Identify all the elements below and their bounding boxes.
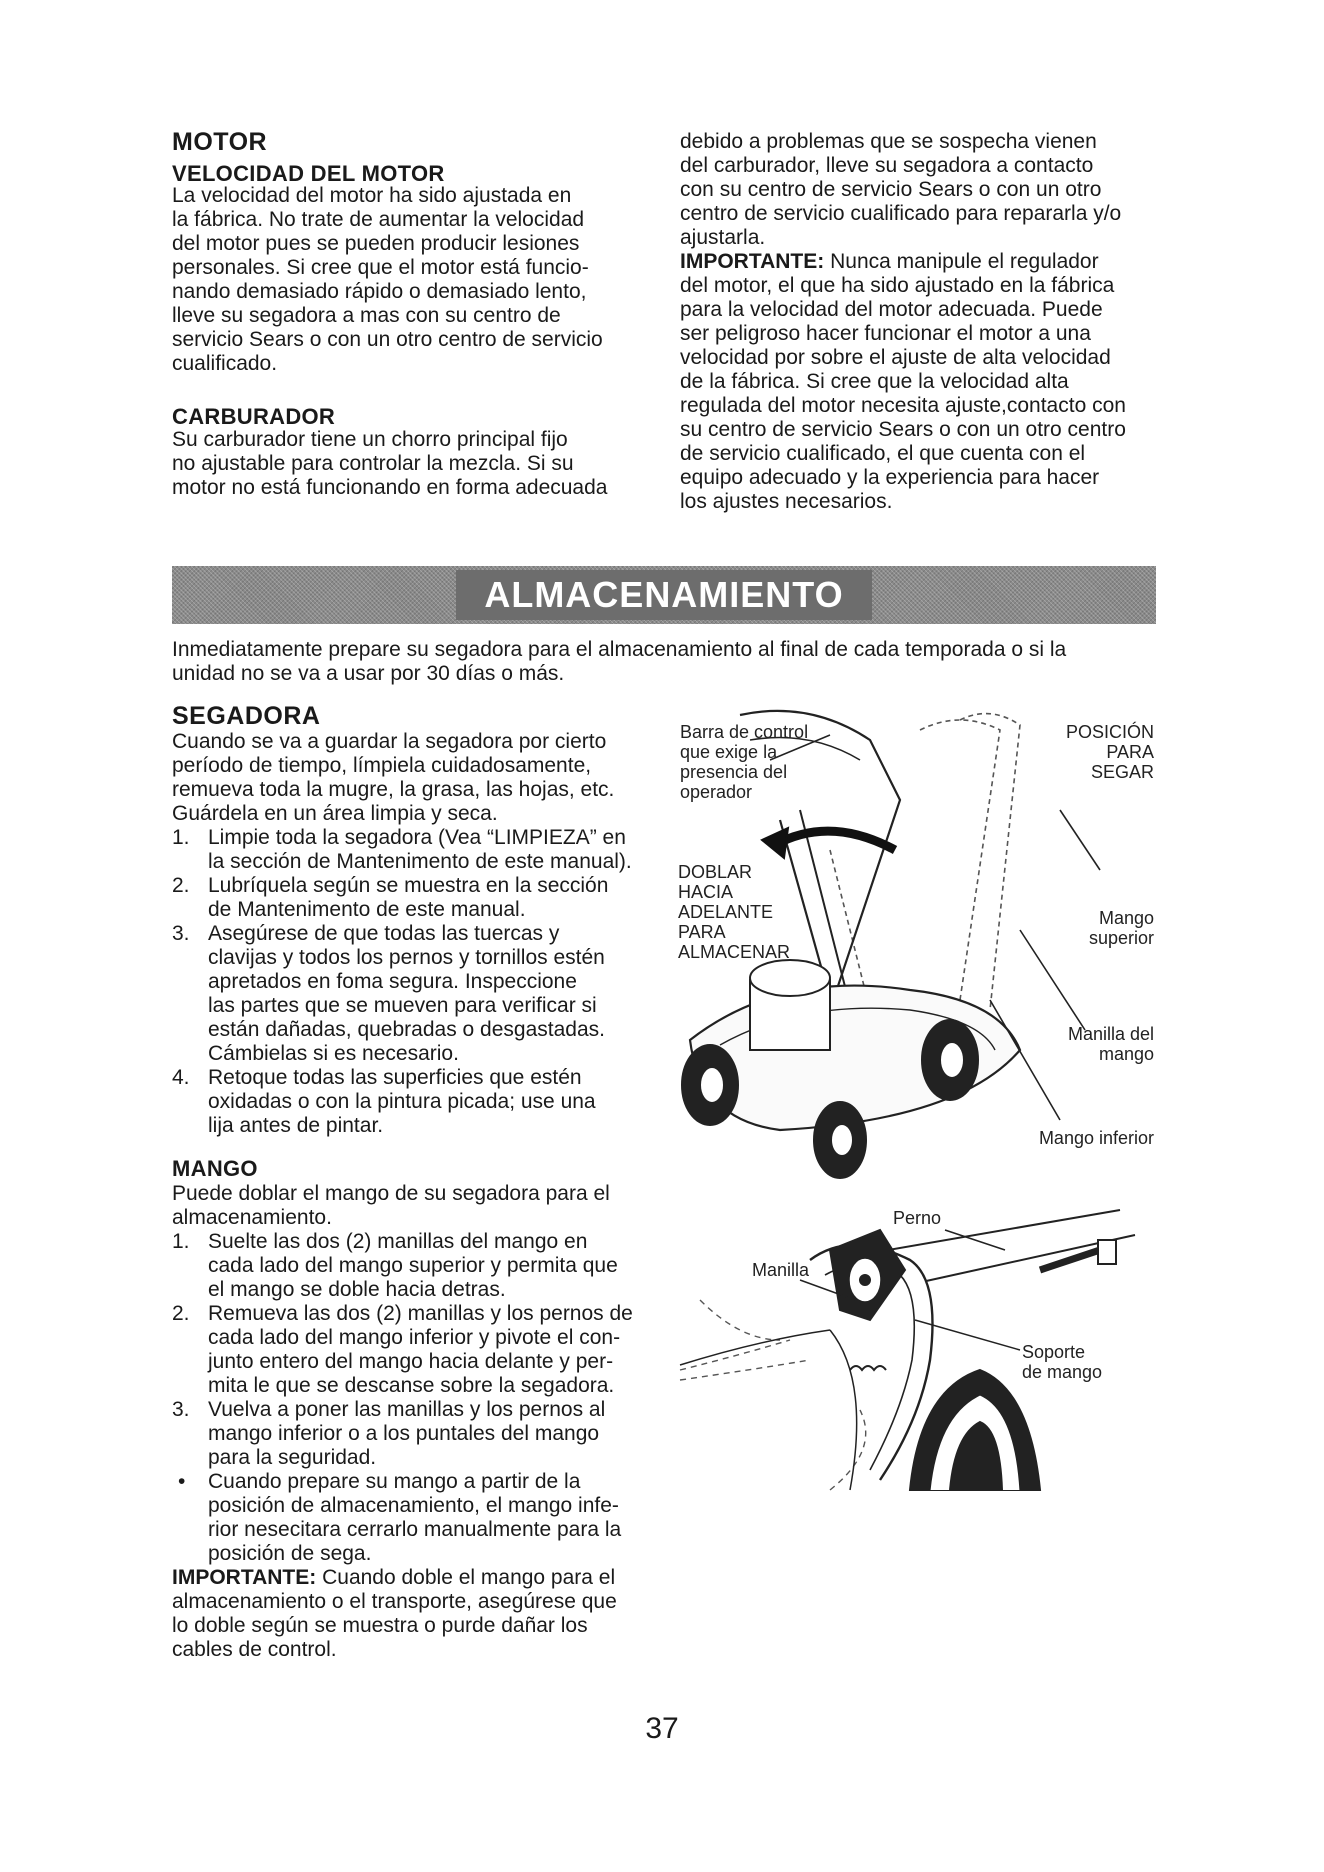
mango-section bbox=[172, 1182, 652, 1662]
step-text: Suelte las dos (2) manillas del mango en bbox=[208, 1230, 588, 1253]
step-text: Vuelva a poner las manillas y los pernos al bbox=[208, 1398, 606, 1421]
carburador-heading: CARBURADOR bbox=[172, 404, 336, 429]
importante-line: ser peligroso hacer funcionar el motor a una bbox=[680, 322, 1091, 345]
importante-label: IMPORTANTE: bbox=[680, 250, 825, 273]
step-number: 3. bbox=[172, 922, 190, 945]
step-text: cada lado del mango inferior y pivote el con- bbox=[208, 1326, 621, 1349]
segadora-step bbox=[172, 922, 652, 1066]
step-text: Remueva las dos (2) manillas y los pernos de bbox=[208, 1302, 633, 1325]
carburador-line: Su carburador tiene un chorro principal fijo bbox=[172, 428, 568, 451]
segadora-step bbox=[172, 1066, 652, 1138]
velocidad-line: nando demasiado rápido o demasiado lento, bbox=[172, 280, 587, 303]
label-manilla: Manilla bbox=[752, 1260, 810, 1280]
importante-line: su centro de servicio Sears o con un otro centro bbox=[680, 418, 1126, 441]
importante-line: cables de control. bbox=[172, 1638, 337, 1661]
velocidad-line: servicio Sears o con un otro centro de servicio bbox=[172, 328, 603, 351]
step-text: Lubríquela según se muestra en la sección bbox=[208, 874, 609, 897]
intro-line: Inmediatamente prepare su segadora para el almacenamiento al final de cada temporada o si la bbox=[172, 638, 1067, 661]
mango-intro-line: almacenamiento. bbox=[172, 1206, 332, 1229]
velocidad-line: personales. Si cree que el motor está funcio- bbox=[172, 256, 589, 279]
step-text: clavijas y todos los pernos y tornillos estén bbox=[208, 946, 605, 969]
segadora-steps bbox=[172, 826, 652, 1138]
label-line: Barra de control bbox=[680, 722, 809, 742]
carburador-line: no ajustable para controlar la mezcla. Si su bbox=[172, 452, 574, 475]
importante-line: almacenamiento o el transporte, asegúrese que bbox=[172, 1590, 617, 1613]
step-text: Limpie toda la segadora (Vea “LIMPIEZA” en bbox=[208, 826, 626, 849]
carburador-cont-line: debido a problemas que se sospecha vienen bbox=[680, 130, 1097, 153]
mango-heading: MANGO bbox=[172, 1156, 258, 1181]
label-line: SEGAR bbox=[1090, 762, 1154, 782]
step-number: 3. bbox=[172, 1398, 190, 1421]
segadora-section bbox=[172, 730, 652, 1138]
step-text: oxidadas o con la pintura picada; use una bbox=[208, 1090, 596, 1113]
label-mango-superior bbox=[1040, 908, 1154, 948]
intro-line: unidad no se va a usar por 30 días o más. bbox=[172, 662, 565, 685]
page-number: 37 bbox=[645, 1712, 679, 1745]
label-line: PARA bbox=[678, 922, 726, 942]
velocidad-heading: VELOCIDAD DEL MOTOR bbox=[172, 161, 445, 186]
segadora-heading: SEGADORA bbox=[172, 702, 321, 730]
label-line: de mango bbox=[1022, 1362, 1103, 1382]
mango-intro-line: Puede doblar el mango de su segadora para el bbox=[172, 1182, 610, 1205]
segadora-step bbox=[172, 826, 652, 874]
importante-line: los ajustes necesarios. bbox=[680, 490, 893, 513]
label-line: Manilla del bbox=[1067, 1024, 1154, 1044]
step-text: Cámbielas si es necesario. bbox=[208, 1042, 459, 1065]
label-line: que exige la bbox=[680, 742, 778, 762]
importante-line: lo doble según se muestra o purde dañar los bbox=[172, 1614, 588, 1637]
carburador-cont-line: con su centro de servicio Sears o con un otro bbox=[680, 178, 1102, 201]
step-text: apretados en foma segura. Inspeccione bbox=[208, 970, 577, 993]
mango-steps bbox=[172, 1230, 652, 1470]
step-text: lija antes de pintar. bbox=[208, 1114, 384, 1137]
step-text: cada lado del mango superior y permita que bbox=[208, 1254, 618, 1277]
bracket-illustration bbox=[680, 1190, 1150, 1490]
label-line: mango bbox=[1098, 1044, 1154, 1064]
almacenamiento-title: ALMACENAMIENTO bbox=[456, 570, 871, 620]
importante-line: de servicio cualificado, el que cuenta con el bbox=[680, 442, 1086, 465]
label-line: Mango bbox=[1098, 908, 1154, 928]
segadora-intro-line: Cuando se va a guardar la segadora por cierto bbox=[172, 730, 607, 753]
label-soporte-mango bbox=[1022, 1342, 1102, 1382]
carburador-cont-line: del carburador, lleve su segadora a contacto bbox=[680, 154, 1094, 177]
step-text: Asegúrese de que todas las tuercas y bbox=[208, 922, 560, 945]
label-line: DOBLAR bbox=[678, 862, 753, 882]
step-text: Retoque todas las superficies que estén bbox=[208, 1066, 582, 1089]
importante-first-line: Cuando doble el mango para el bbox=[316, 1566, 616, 1589]
label-posicion-segar bbox=[1020, 722, 1154, 782]
mango-step bbox=[172, 1398, 652, 1470]
importante-line: del motor, el que ha sido ajustado en la fábrica bbox=[680, 274, 1115, 297]
label-manilla-mango bbox=[1020, 1024, 1154, 1064]
step-number: 1. bbox=[172, 1230, 190, 1253]
step-text: junto entero del mango hacia delante y per- bbox=[208, 1350, 614, 1373]
carburador-cont-line: ajustarla. bbox=[680, 226, 766, 249]
mango-bullet bbox=[172, 1470, 652, 1566]
label-perno: Perno bbox=[893, 1208, 942, 1228]
velocidad-line: La velocidad del motor ha sido ajustada en bbox=[172, 184, 572, 207]
almacenamiento-banner bbox=[172, 566, 1156, 624]
velocidad-paragraph bbox=[172, 184, 642, 376]
step-text: las partes que se mueven para verificar si bbox=[208, 994, 597, 1017]
segadora-intro-line: remueva toda la mugre, la grasa, las hojas, etc. bbox=[172, 778, 615, 801]
step-text: la sección de Mantenimento de este manual). bbox=[208, 850, 632, 873]
mango-step bbox=[172, 1302, 652, 1398]
importante-line: equipo adecuado y la experiencia para hacer bbox=[680, 466, 1100, 489]
label-line: PARA bbox=[1106, 742, 1154, 762]
bullet-text: rior nesecitara cerrarlo manualmente para la bbox=[208, 1518, 622, 1541]
importante-line: regulada del motor necesita ajuste,contacto con bbox=[680, 394, 1126, 417]
label-line: ALMACENAR bbox=[678, 942, 791, 962]
label-barra-control bbox=[680, 722, 808, 802]
label-line: HACIA bbox=[678, 882, 734, 902]
importante-line: velocidad por sobre el ajuste de alta velocidad bbox=[680, 346, 1111, 369]
step-text: el mango se doble hacia detras. bbox=[208, 1278, 506, 1301]
step-number: 2. bbox=[172, 874, 190, 897]
label-doblar bbox=[678, 862, 790, 962]
step-text: están dañadas, quebradas o desgastadas. bbox=[208, 1018, 605, 1041]
motor-heading: MOTOR bbox=[172, 128, 268, 156]
velocidad-line: la fábrica. No trate de aumentar la velocidad bbox=[172, 208, 585, 231]
importante-first-line: Nunca manipule el regulador bbox=[824, 250, 1099, 273]
step-text: mita le que se descanse sobre la segadora. bbox=[208, 1374, 615, 1397]
almacenamiento-intro bbox=[172, 638, 1172, 686]
importante-label: IMPORTANTE: bbox=[172, 1566, 317, 1589]
importante-line: para la velocidad del motor adecuada. Puede bbox=[680, 298, 1103, 321]
label-line: presencia del bbox=[680, 762, 788, 782]
step-number: 2. bbox=[172, 1302, 190, 1325]
velocidad-line: del motor pues se pueden producir lesiones bbox=[172, 232, 580, 255]
step-number: 1. bbox=[172, 826, 190, 849]
carburador-line: motor no está funcionando en forma adecuada bbox=[172, 476, 608, 499]
label-mango-inferior: Mango inferior bbox=[1038, 1128, 1154, 1148]
carburador-paragraph bbox=[172, 428, 642, 500]
bullet-mark: • bbox=[178, 1470, 186, 1493]
step-text: mango inferior o a los puntales del mango bbox=[208, 1422, 600, 1445]
bullet-text: posición de almacenamiento, el mango infe- bbox=[208, 1494, 619, 1517]
importante-line: de la fábrica. Si cree que la velocidad alta bbox=[680, 370, 1069, 393]
mango-step bbox=[172, 1230, 652, 1302]
carburador-cont-line: centro de servicio cualificado para repararla y/o bbox=[680, 202, 1122, 225]
segadora-step bbox=[172, 874, 652, 922]
mango-bullets bbox=[172, 1470, 652, 1566]
velocidad-line: cualificado. bbox=[172, 352, 278, 375]
bullet-text: posición de sega. bbox=[208, 1542, 372, 1565]
segadora-intro-line: Guárdela en un área limpia y seca. bbox=[172, 802, 498, 825]
label-line: ADELANTE bbox=[678, 902, 774, 922]
carburador-continued bbox=[680, 130, 1180, 514]
bullet-text: Cuando prepare su mango a partir de la bbox=[208, 1470, 581, 1493]
velocidad-line: lleve su segadora a mas con su centro de bbox=[172, 304, 561, 327]
label-line: Soporte bbox=[1022, 1342, 1086, 1362]
step-number: 4. bbox=[172, 1066, 190, 1089]
step-text: para la seguridad. bbox=[208, 1446, 377, 1469]
importante-mango bbox=[172, 1566, 652, 1590]
importante-motor bbox=[680, 250, 1180, 274]
label-line: superior bbox=[1088, 928, 1154, 948]
label-line: operador bbox=[680, 782, 753, 802]
step-text: de Mantenimento de este manual. bbox=[208, 898, 526, 921]
label-line: POSICIÓN bbox=[1065, 722, 1154, 742]
segadora-intro-line: período de tiempo, límpiela cuidadosamente, bbox=[172, 754, 592, 777]
